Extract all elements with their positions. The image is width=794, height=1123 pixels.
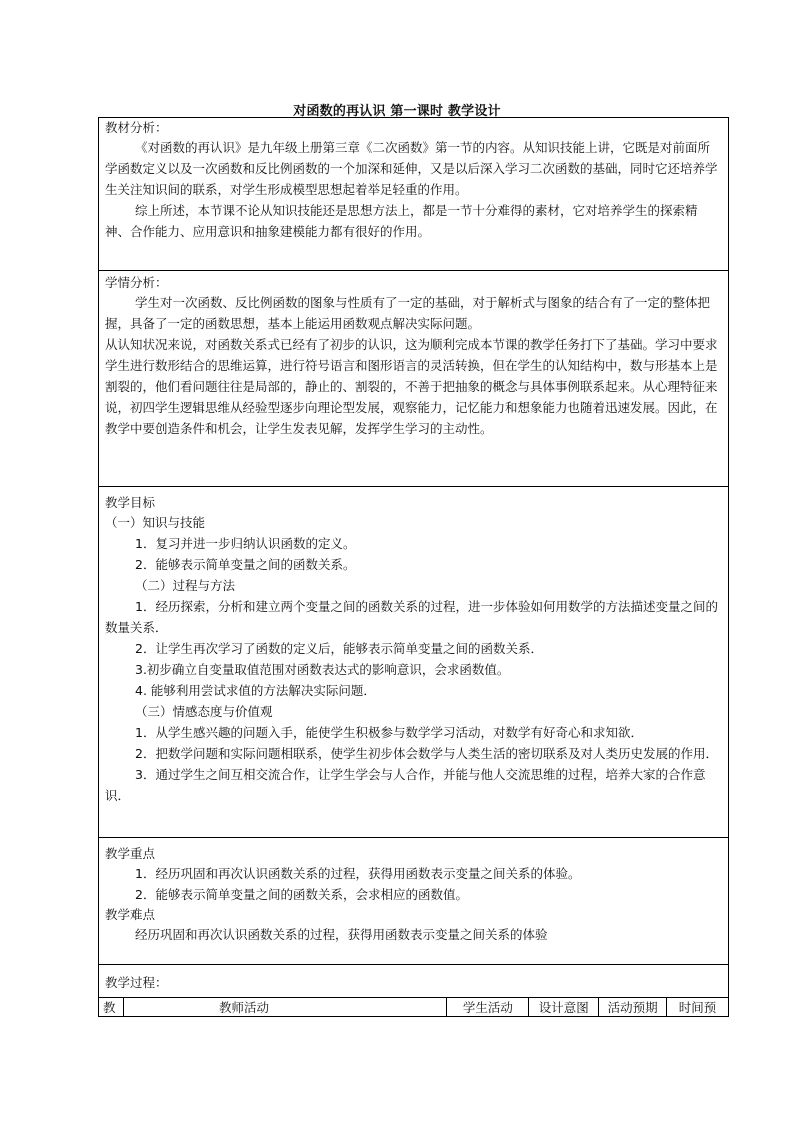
column-header: 活动预期: [599, 998, 667, 1017]
section-label: 教学过程：: [105, 975, 168, 990]
section-label: 学情分析：: [105, 275, 168, 290]
document-title: 对函数的再认识 第一课时 教学设计: [293, 104, 501, 119]
section-textbook-analysis: [99, 118, 728, 271]
key-point-item: 2．能够表示简单变量之间的函数关系，会求相应的函数值。: [135, 887, 468, 902]
goal-item: 2．让学生再次学习了函数的定义后，能够表示简单变量之间的函数关系．: [135, 641, 543, 656]
column-header: 教师活动: [123, 998, 446, 1017]
column-header: 设计意图: [529, 998, 599, 1017]
key-point-item: 1．经历巩固和再次认识函数关系的过程，获得用函数表示变量之间关系的体验。: [135, 866, 581, 881]
table-row: [99, 998, 729, 1017]
goal-item: 2．能够表示简单变量之间的函数关系。: [135, 557, 356, 572]
difficulty-item: 经历巩固和再次认识函数关系的过程，获得用函数表示变量之间关系的体验: [135, 927, 548, 942]
section-label: 教学目标: [105, 495, 156, 510]
goal-heading: （二）过程与方法: [135, 578, 236, 593]
goal-item: 2．把数学问题和实际问题相联系，使学生初步体会数学与人类生活的密切联系及对人类历史发展的作用．: [135, 746, 718, 761]
section-teaching-process: [99, 965, 728, 998]
difficulty-label: 教学难点: [105, 907, 156, 922]
paragraph: 从认知状况来说，对函数关系式已经有了初步的认识，这为顺利完成本节课的教学任务打下了基础。学习中要求学生进行数形结合的思维运算，进行符号语言和图形语言的灵活转换，但在学生的认知结构中，数与形基本上是割裂的，他们看问题往往是局部的，静止的、割裂的，不善于把抽象的概念与具体事例联系起来。从心理特征来说，初四学生逻辑思维从经验型逐步向理论型发展，观察能力，记忆能力和想象能力也随着迅速发展。因此，在教学中要创造条件和机会，让学生发表见解，发挥学生学习的主动性。: [105, 337, 718, 436]
paragraph: 《对函数的再认识》是九年级上册第三章《二次函数》第一节的内容。从知识技能上讲，它既是对前面所学函数定义以及一次函数和反比例函数的一个加深和延伸，又是以后深入学习二次函数的基础，同时它还培养学生关注知识间的联系，对学生形成模型思想起着举足轻重的作用。: [105, 140, 718, 197]
goal-item: 3．通过学生之间互相交流合作，让学生学会与人合作，并能与他人交流思维的过程，培养大家的合作意识．: [105, 767, 706, 803]
paragraph: 学生对一次函数、反比例函数的图象与性质有了一定的基础，对于解析式与图象的结合有了一定的整体把握，具备了一定的函数思想，基本上能运用函数观点解决实际问题。: [105, 295, 711, 331]
goal-item: 1．从学生感兴趣的问题入手，能使学生积极参与数学学习活动，对数学有好奇心和求知欲．: [135, 725, 643, 740]
section-label: 教材分析：: [105, 120, 168, 135]
section-key-points: [99, 838, 728, 965]
paragraph: 综上所述，本节课不论从知识技能还是思想方法上，都是一节十分难得的素材，它对培养学生的探索精神、合作能力、应用意识和抽象建模能力都有很好的作用。: [105, 203, 698, 239]
section-teaching-goals: [99, 487, 728, 838]
section-student-analysis: [99, 271, 728, 487]
goal-item: 3.初步确立自变量取值范围对函数表达式的影响意识，会求函数值。: [135, 662, 510, 677]
goal-heading: （三）情感态度与价值观: [135, 704, 273, 719]
goal-item: 4. 能够利用尝试求值的方法解决实际问题．: [135, 683, 376, 698]
goal-heading: （一）知识与技能: [105, 515, 206, 530]
section-label: 教学重点: [105, 846, 156, 861]
lesson-plan-table: [98, 117, 729, 998]
column-header: 教: [99, 998, 124, 1017]
process-table-header: [98, 997, 729, 1017]
column-header: 时间预: [667, 998, 729, 1017]
goal-item: 1．经历探索，分析和建立两个变量之间的函数关系的过程，进一步体验如何用数学的方法描述变量之间的数量关系．: [105, 599, 718, 635]
column-header: 学生活动: [447, 998, 529, 1017]
goal-item: 1．复习并进一步归纳认识函数的定义。: [135, 536, 356, 551]
